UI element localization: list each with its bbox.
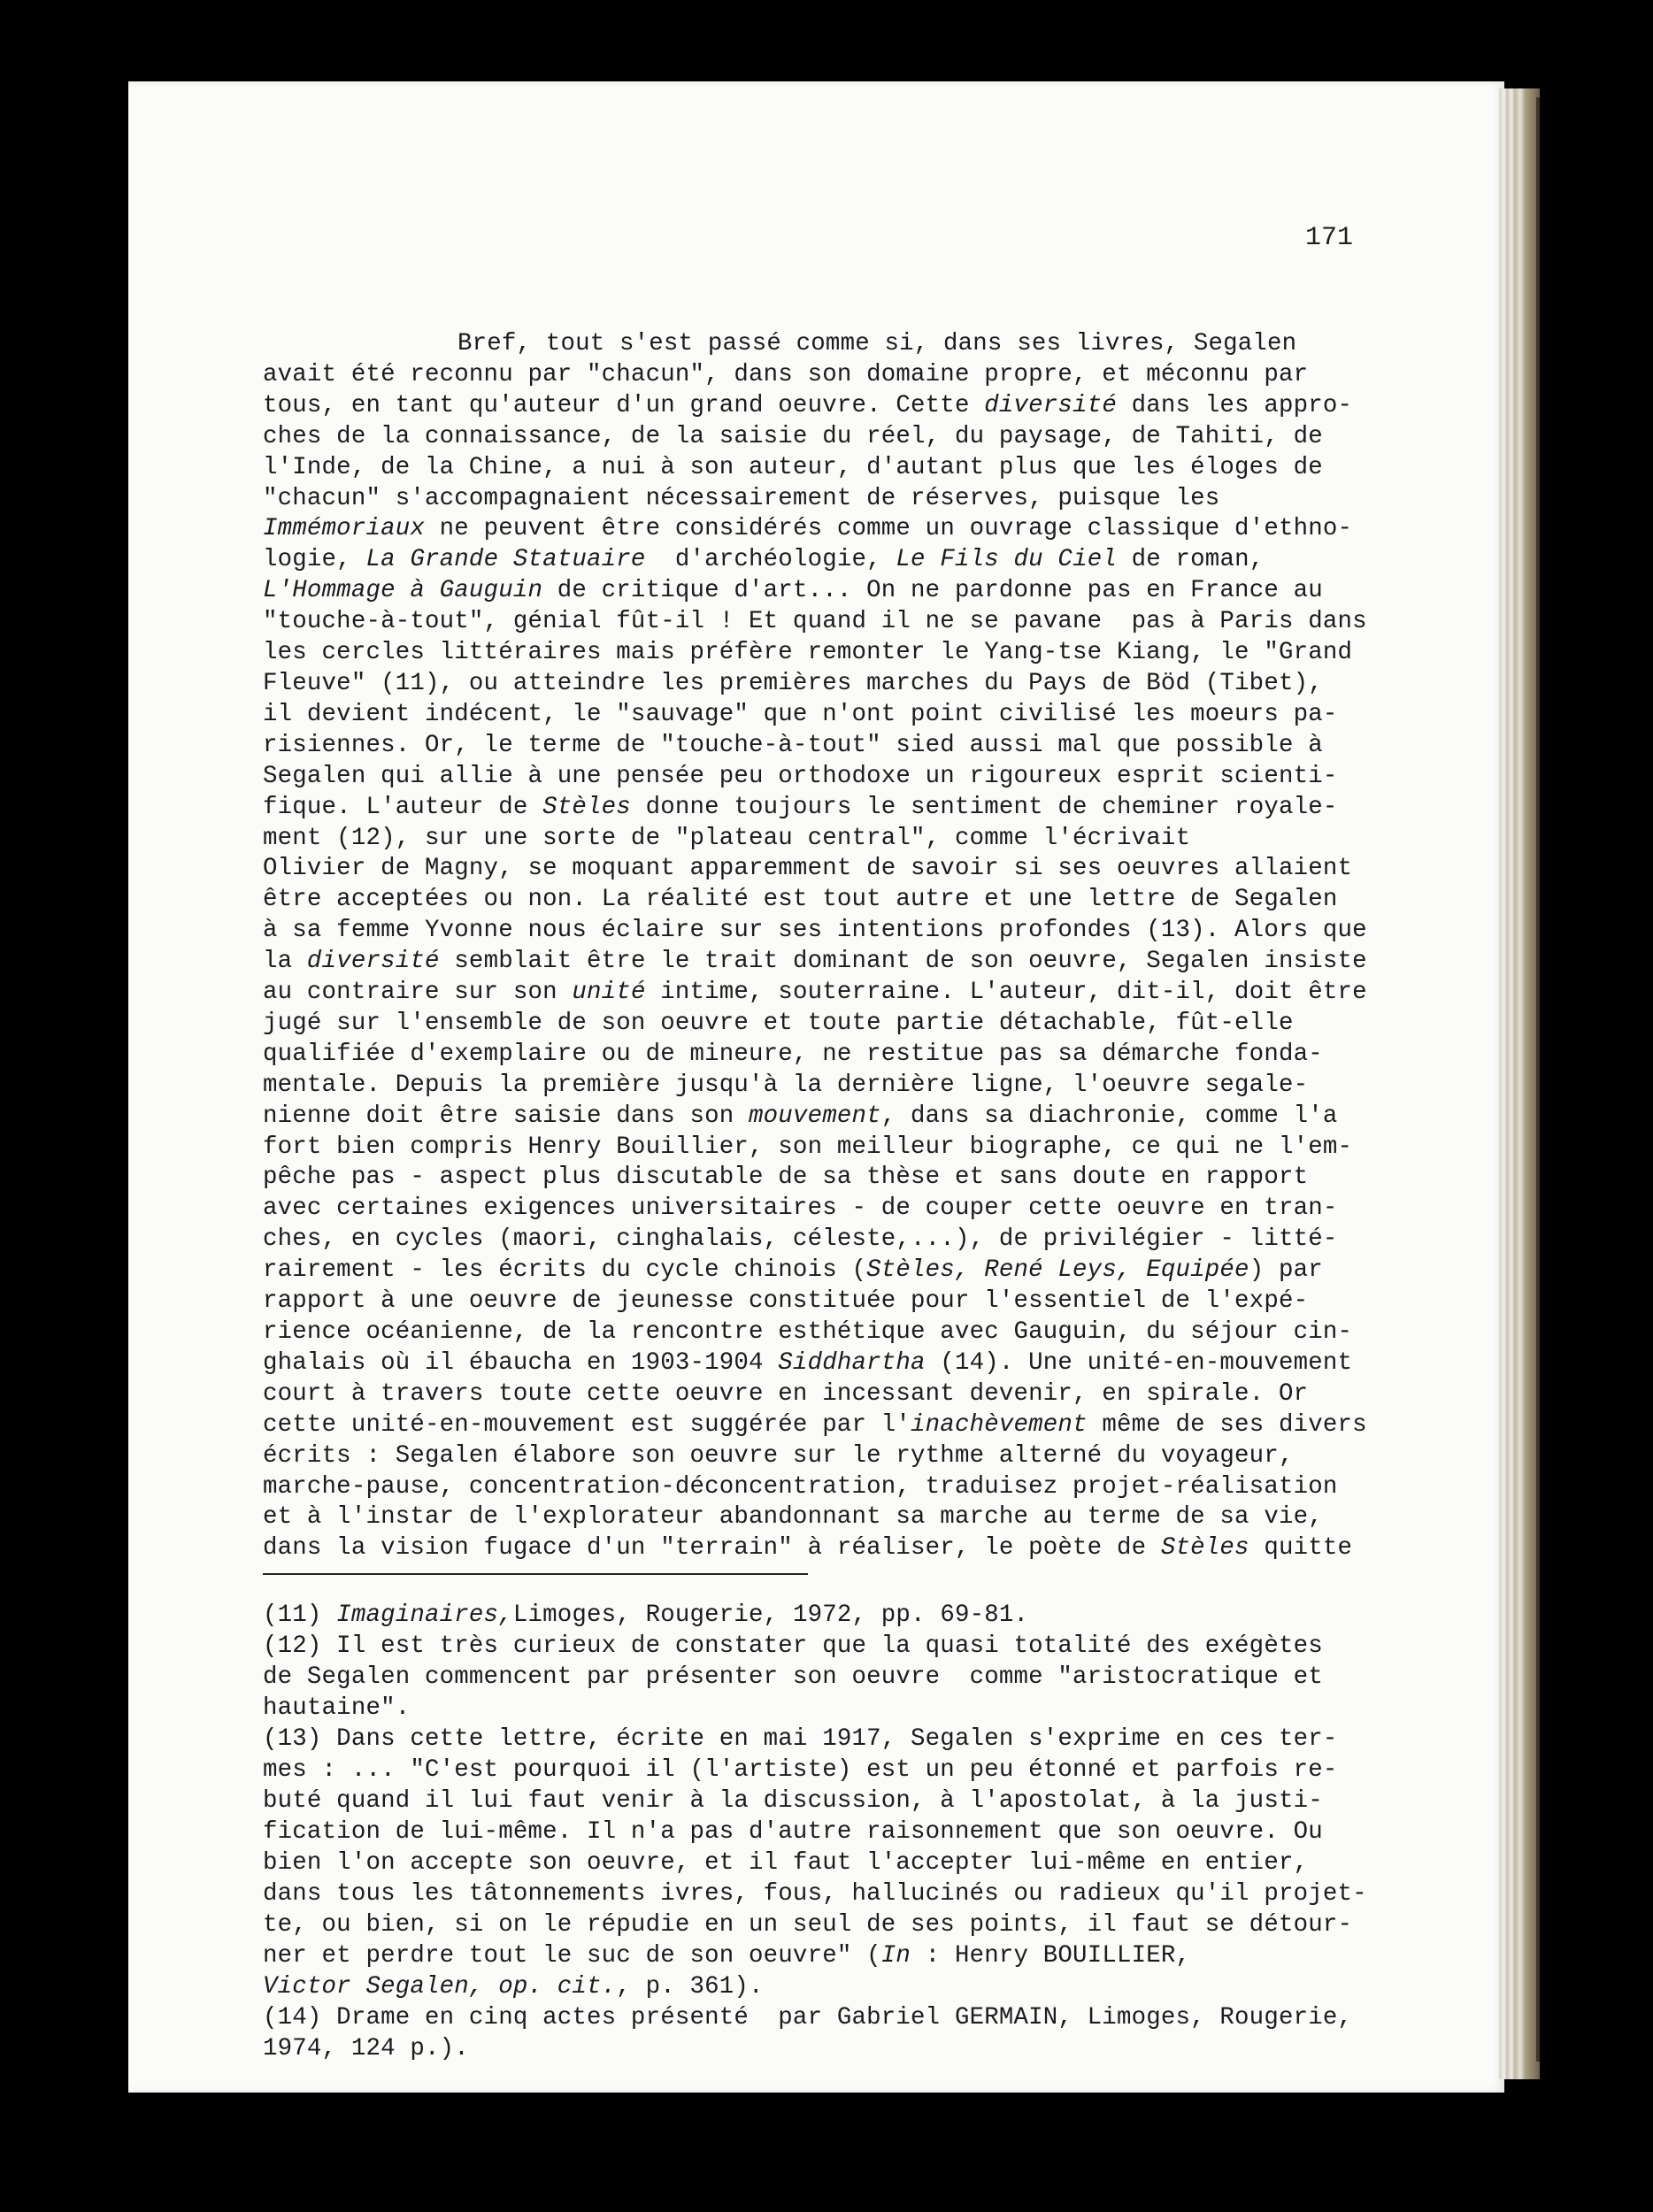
- book-spine-shadow: [1536, 97, 1540, 2062]
- text-run: ) par: [1249, 1256, 1323, 1285]
- footnote-separator: [263, 1573, 808, 1575]
- text-run: bien l'on accepte son oeuvre, et il faut l'accepter lui-même en entier,: [263, 1849, 1309, 1877]
- text-line: [263, 1163, 1382, 1194]
- text-line: [263, 669, 1382, 700]
- italic-title: mouvement: [749, 1102, 881, 1130]
- text-run: pêche pas - aspect plus discutable de sa thèse et sans doute en rapport: [263, 1164, 1309, 1192]
- text-line: [263, 545, 1382, 576]
- footnote-line: [263, 1940, 1382, 1971]
- text-run: (13) Dans cette lettre, écrite en mai 1917, Segalen s'exprime en ces ter-: [263, 1725, 1338, 1753]
- footnote-line: [263, 1878, 1382, 1909]
- text-run: ghalais où il ébaucha en 1903-1904: [263, 1348, 779, 1377]
- main-text: [263, 329, 1382, 1564]
- text-line: [263, 1071, 1382, 1102]
- text-run: fique. L'auteur de: [263, 793, 543, 821]
- text-line: [263, 1441, 1382, 1472]
- italic-title: Victor Segalen, op. cit.: [263, 1973, 617, 2001]
- text-line: [263, 1133, 1382, 1164]
- text-line: [263, 793, 1382, 824]
- text-run: risiennes. Or, le terme de "touche-à-tout" sied aussi mal que possible à: [263, 731, 1323, 759]
- page-edges: [1499, 88, 1540, 2079]
- text-run: , dans sa diachronie, comme l'a: [880, 1102, 1338, 1130]
- text-run: ner et perdre tout le suc de son oeuvre" (: [263, 1942, 881, 1970]
- text-line: [263, 1472, 1382, 1503]
- footnote-line: [263, 1786, 1382, 1816]
- text-line: [263, 391, 1382, 422]
- footnote-line: [263, 1662, 1382, 1693]
- text-run: il devient indécent, le "sauvage" que n'ont point civilisé les moeurs pa-: [263, 700, 1338, 728]
- footnote-line: [263, 1971, 1382, 2002]
- text-line: [263, 1009, 1382, 1040]
- text-run: dans tous les tâtonnements ivres, fous, hallucinés ou radieux qu'il projet-: [263, 1880, 1367, 1908]
- text-line: [263, 700, 1382, 731]
- text-line: [263, 1286, 1382, 1317]
- footnote-line: [263, 1816, 1382, 1847]
- text-run: Bref, tout s'est passé comme si, dans ses livres, Segalen: [457, 330, 1297, 357]
- text-line: [263, 1040, 1382, 1071]
- footnote-line: [263, 1631, 1382, 1662]
- text-line: [263, 484, 1382, 515]
- footnote-line: [263, 1724, 1382, 1755]
- text-run: à sa femme Yvonne nous éclaire sur ses intentions profondes (13). Alors que: [263, 917, 1367, 945]
- text-run: de Segalen commencent par présenter son oeuvre comme "aristocratique et: [263, 1663, 1323, 1691]
- text-run: de roman,: [1116, 546, 1265, 574]
- text-line: [263, 854, 1382, 885]
- text-run: les cercles littéraires mais préfère remonter le Yang-tse Kiang, le "Grand: [263, 639, 1353, 667]
- text-run: avec certaines exigences universitaires - de couper cette oeuvre en tran-: [263, 1194, 1338, 1223]
- text-line: [263, 1410, 1382, 1441]
- italic-title: L'Hommage à Gauguin: [263, 577, 543, 605]
- footnote-line: [263, 2033, 1382, 2064]
- text-run: : Henry BOUILLIER,: [911, 1942, 1191, 1970]
- text-line: [263, 731, 1382, 762]
- footnote-line: [263, 1600, 1382, 1631]
- text-run: fication de lui-même. Il n'a pas d'autre raisonnement que son oeuvre. Ou: [263, 1818, 1323, 1846]
- text-run: ches de la connaissance, de la saisie du réel, du paysage, de Tahiti, de: [263, 422, 1323, 450]
- text-run: Fleuve" (11), ou atteindre les premières marches du Pays de Böd (Tibet),: [263, 669, 1323, 697]
- text-run: et à l'instar de l'explorateur abandonnant sa marche au terme de sa vie,: [263, 1503, 1323, 1532]
- text-run: Limoges, Rougerie, 1972, pp. 69-81.: [512, 1601, 1029, 1629]
- text-line: [263, 1225, 1382, 1256]
- text-run: donne toujours le sentiment de cheminer royale-: [630, 793, 1338, 821]
- text-line: [263, 1502, 1382, 1533]
- text-line: [263, 978, 1382, 1009]
- italic-title: Stèles, René Leys, Equipée: [866, 1256, 1249, 1285]
- text-run: intime, souterraine. L'auteur, dit-il, doit être: [645, 979, 1367, 1007]
- italic-title: diversité: [984, 391, 1117, 419]
- italic-title: In: [880, 1942, 911, 1970]
- footnote-line: [263, 1909, 1382, 1940]
- text-line: [263, 1256, 1382, 1286]
- italic-title: Le Fils du Ciel: [896, 546, 1117, 574]
- italic-title: Immémoriaux: [263, 515, 426, 543]
- text-line: [263, 1348, 1382, 1379]
- text-run: 1974, 124 p.).: [263, 2035, 469, 2062]
- text-run: mentale. Depuis la première jusqu'à la dernière ligne, l'oeuvre segale-: [263, 1071, 1309, 1099]
- text-line: [263, 1379, 1382, 1410]
- text-run: court à travers toute cette oeuvre en incessant devenir, en spirale. Or: [263, 1379, 1309, 1408]
- text-run: être acceptées ou non. La réalité est tout autre et une lettre de Segalen: [263, 886, 1338, 914]
- text-run: buté quand il lui faut venir à la discussion, à l'apostolat, à la justi-: [263, 1787, 1323, 1815]
- text-run: fort bien compris Henry Bouillier, son meilleur biographe, ce qui ne l'em-: [263, 1133, 1353, 1161]
- text-line: [263, 885, 1382, 916]
- text-run: (12) Il est très curieux de constater que la quasi totalité des exégètes: [263, 1632, 1323, 1660]
- text-run: écrits : Segalen élabore son oeuvre sur le rythme alterné du voyageur,: [263, 1441, 1294, 1470]
- text-run: te, ou bien, si on le répudie en un seul de ses points, il faut se détour-: [263, 1911, 1353, 1939]
- text-run: la: [263, 948, 307, 976]
- text-run: qualifiée d'exemplaire ou de mineure, ne restitue pas sa démarche fonda-: [263, 1040, 1323, 1068]
- text-line: [263, 514, 1382, 545]
- italic-title: inachèvement: [911, 1410, 1088, 1439]
- text-line: [263, 638, 1382, 669]
- text-line: [263, 824, 1382, 855]
- text-run: avait été reconnu par "chacun", dans son domaine propre, et méconnu par: [263, 360, 1309, 388]
- text-line: [263, 453, 1382, 484]
- footnotes: [263, 1600, 1382, 2064]
- text-run: "chacun" s'accompagnaient nécessairement de réserves, puisque les: [263, 484, 1220, 512]
- text-run: même de ses divers: [1087, 1410, 1367, 1439]
- footnote-line: [263, 1847, 1382, 1878]
- text-run: dans les appro-: [1116, 391, 1353, 419]
- text-run: rience océanienne, de la rencontre esthétique avec Gauguin, du séjour cin-: [263, 1318, 1353, 1346]
- text-line: [263, 1194, 1382, 1225]
- text-run: dans la vision fugace d'un "terrain" à réaliser, le poète de: [263, 1534, 1161, 1563]
- text-run: Segalen qui allie à une pensée peu orthodoxe un rigoureux esprit scienti-: [263, 762, 1338, 790]
- text-line: [263, 422, 1382, 453]
- text-run: hautaine".: [263, 1694, 411, 1722]
- italic-title: unité: [572, 979, 646, 1007]
- text-run: logie,: [263, 546, 366, 574]
- text-line: [263, 1533, 1382, 1564]
- text-run: jugé sur l'ensemble de son oeuvre et toute partie détachable, fût-elle: [263, 1009, 1294, 1037]
- text-run: rapport à une oeuvre de jeunesse constituée pour l'essentiel de l'expé-: [263, 1287, 1309, 1316]
- text-run: au contraire sur son: [263, 979, 573, 1007]
- italic-title: Siddhartha: [778, 1348, 926, 1377]
- text-line: [263, 1102, 1382, 1133]
- text-run: quitte: [1249, 1534, 1353, 1563]
- text-run: marche-pause, concentration-déconcentration, traduisez projet-réalisation: [263, 1472, 1338, 1501]
- text-run: (14). Une unité-en-mouvement: [925, 1348, 1353, 1377]
- text-run: tous, en tant qu'auteur d'un grand oeuvre. Cette: [263, 391, 985, 419]
- text-run: d'archéologie,: [645, 546, 896, 574]
- italic-title: Stèles: [1160, 1534, 1249, 1563]
- italic-title: La Grande Statuaire: [365, 546, 646, 574]
- text-run: mes : ... "C'est pourquoi il (l'artiste) est un peu étonné et parfois re-: [263, 1756, 1338, 1784]
- text-run: l'Inde, de la Chine, a nui à son auteur, d'autant plus que les éloges de: [263, 453, 1323, 481]
- text-run: Olivier de Magny, se moquant apparemment de savoir si ses oeuvres allaient: [263, 855, 1353, 883]
- text-line: [263, 947, 1382, 978]
- italic-title: diversité: [306, 948, 440, 976]
- text-run: (11): [263, 1601, 337, 1629]
- text-run: nienne doit être saisie dans son: [263, 1102, 750, 1130]
- text-line: [263, 607, 1382, 638]
- text-line: [263, 329, 1382, 360]
- footnote-line: [263, 2002, 1382, 2033]
- text-run: cette unité-en-mouvement est suggérée par l': [263, 1410, 911, 1439]
- text-line: [263, 1317, 1382, 1348]
- italic-title: Stèles: [542, 793, 631, 821]
- text-run: "touche-à-tout", génial fût-il ! Et quand il ne se pavane pas à Paris dans: [263, 608, 1367, 636]
- text-run: semblait être le trait dominant de son oeuvre, Segalen insiste: [439, 948, 1367, 976]
- italic-title: Imaginaires,: [336, 1601, 513, 1629]
- text-run: , p. 361).: [616, 1973, 764, 2001]
- text-run: (14) Drame en cinq actes présenté par Gabriel GERMAIN, Limoges, Rougerie,: [263, 2004, 1353, 2032]
- text-line: [263, 360, 1382, 391]
- page-number: 171: [1305, 223, 1354, 253]
- text-line: [263, 916, 1382, 947]
- footnote-line: [263, 1693, 1382, 1724]
- text-line: [263, 576, 1382, 607]
- text-run: rairement - les écrits du cycle chinois (: [263, 1256, 867, 1285]
- text-line: [263, 762, 1382, 793]
- text-run: de critique d'art... On ne pardonne pas en France au: [542, 577, 1323, 605]
- text-run: ment (12), sur une sorte de "plateau central", comme l'écrivait: [263, 824, 1191, 852]
- text-run: ches, en cycles (maori, cinghalais, céleste,...), de privilégier - litté-: [263, 1225, 1338, 1254]
- text-run: ne peuvent être considérés comme un ouvrage classique d'ethno-: [425, 515, 1353, 543]
- footnote-line: [263, 1755, 1382, 1786]
